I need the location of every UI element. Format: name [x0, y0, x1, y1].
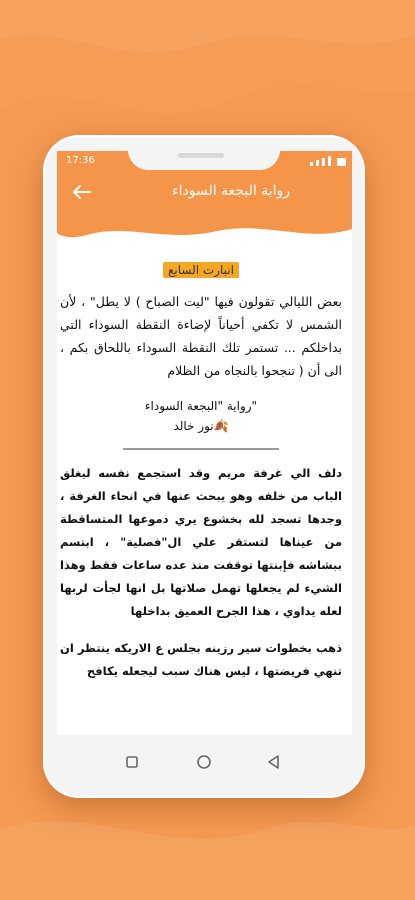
- novel-name: "رواية "البجعة السوداء: [144, 399, 258, 413]
- circle-icon[interactable]: [196, 754, 212, 770]
- story-paragraph: دلف الي غرفة مريم وقد استجمع نفسه ليغلق الباب من خلفه وهو يبحث عنها في انحاء الغرفة ، وجدها تسجد لله بخشوع يري دموعها المتساقطة من عيناها لتستقر علي ال"فصلية" ، ابتسم ببشاشه فإبنتها توقفت منذ عده ساعات فقط وهذا الشيء لم يجعلها تهمل صلاتها بل انها لجأت لربها لعله يداوي ، هذا الجرح العميق بداخلها: [60, 466, 342, 618]
- story-paragraph: ذهب بخطوات سير رزينه بجلس ع الاريكه ينتظر ان تنهي فريضتها ، ليس هناك سبب ليجعله يكافح: [60, 641, 342, 678]
- status-icons: [300, 156, 346, 166]
- chapter-label: انبارت السابع: [163, 262, 239, 278]
- intro-paragraph: بعض الليالي تقولون فيها "ليت الصباح ) لا يطل" ، لأن الشمس لا تكفي أحياناً لإضاءة النقطة السوداء التي بداخلكم ... تستمر تلك النقطة السوداء باللحاق بكم ، الى أن ( تنجحوا بالنجاه من الظلام: [60, 294, 342, 378]
- section-divider: [123, 448, 279, 450]
- triangle-back-icon[interactable]: [266, 754, 282, 770]
- status-time: 17:36: [66, 155, 95, 166]
- reading-content: [60, 255, 342, 683]
- phone-notch: [128, 148, 280, 170]
- back-arrow-icon[interactable]: [70, 183, 92, 201]
- square-icon[interactable]: [124, 754, 140, 770]
- author-name: 🍂نور خالد: [173, 419, 229, 433]
- phone-speaker: [178, 153, 224, 158]
- page-title: رواية البجعة السوداء: [172, 183, 290, 199]
